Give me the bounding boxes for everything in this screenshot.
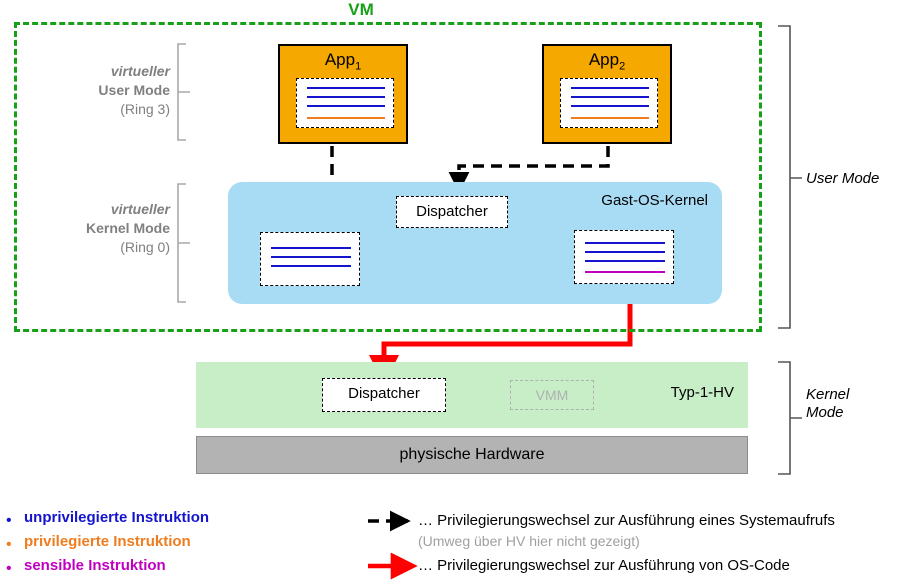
kernel-mode-line2: Mode: [806, 404, 844, 421]
virtual-user-mode-label: [40, 62, 170, 119]
app1-box: [278, 44, 408, 144]
physical-hardware-box: physische Hardware: [196, 436, 748, 474]
code-line-blue: [271, 265, 351, 267]
code-line-orange: [307, 117, 385, 119]
app2-code-card: [560, 78, 658, 128]
code-line-blue: [571, 87, 649, 89]
virtual-kernel-mode-label: [40, 200, 170, 257]
code-line-blue: [571, 105, 649, 107]
app1-title: [280, 51, 406, 72]
app1-name: App: [324, 50, 356, 69]
legend: [0, 505, 913, 588]
code-line-blue: [585, 242, 665, 244]
virtual-user-mode-ring: (Ring 3): [120, 101, 170, 117]
legend-label-oscode-switch: … Privilegierungswechsel zur Ausführung von OS-Code: [418, 557, 790, 574]
kernel-mode-line1: Kernel: [806, 386, 850, 403]
code-line-orange: [571, 117, 649, 119]
guest-os-kernel-label: Gast-OS-Kernel: [601, 192, 708, 209]
app2-name: App: [588, 50, 620, 69]
legend-label-sensitive: sensible Instruktion: [24, 557, 166, 574]
legend-note-syscall-switch: (Umweg über HV hier nicht gezeigt): [418, 533, 640, 549]
code-line-blue: [585, 260, 665, 262]
code-line-magenta: [585, 271, 665, 273]
code-line-blue: [307, 105, 385, 107]
legend-bullet-sensitive: •: [6, 560, 12, 577]
virtual-user-mode-line2: User Mode: [98, 82, 170, 98]
code-line-blue: [571, 96, 649, 98]
kernel-code-card-left: [260, 232, 360, 286]
app2-box: [542, 44, 672, 144]
legend-bullet-unprivileged: •: [6, 512, 12, 529]
code-line-blue: [271, 256, 351, 258]
kernel-code-card-right: [574, 230, 674, 284]
virtual-kernel-mode-ring: (Ring 0): [120, 239, 170, 255]
app1-subscript: 1: [355, 60, 362, 73]
virtual-kernel-mode-line1: virtueller: [110, 201, 170, 217]
app2-title: [544, 51, 670, 72]
vm-label: VM: [325, 0, 397, 20]
kernel-mode-label: [806, 386, 906, 422]
legend-label-syscall-switch: … Privilegierungswechsel zur Ausführung eines Systemaufrufs: [418, 512, 835, 529]
code-line-blue: [585, 251, 665, 253]
app1-code-card: [296, 78, 394, 128]
app2-subscript: 2: [619, 60, 626, 73]
hypervisor-label: Typ-1-HV: [670, 384, 734, 401]
vmm-box: VMM: [510, 380, 594, 410]
legend-label-unprivileged: unprivilegierte Instruktion: [24, 509, 210, 526]
hypervisor-dispatcher-box: Dispatcher: [322, 378, 446, 412]
legend-label-privileged: privilegierte Instruktion: [24, 533, 191, 550]
code-line-blue: [307, 96, 385, 98]
virtual-user-mode-line1: virtueller: [110, 63, 170, 79]
user-mode-label: User Mode: [806, 170, 880, 187]
code-line-blue: [271, 247, 351, 249]
virtual-kernel-mode-line2: Kernel Mode: [85, 220, 170, 236]
hypervisor-box: [196, 362, 748, 428]
code-line-blue: [307, 87, 385, 89]
legend-bullet-privileged: •: [6, 536, 12, 553]
guest-dispatcher-box: Dispatcher: [396, 196, 508, 228]
